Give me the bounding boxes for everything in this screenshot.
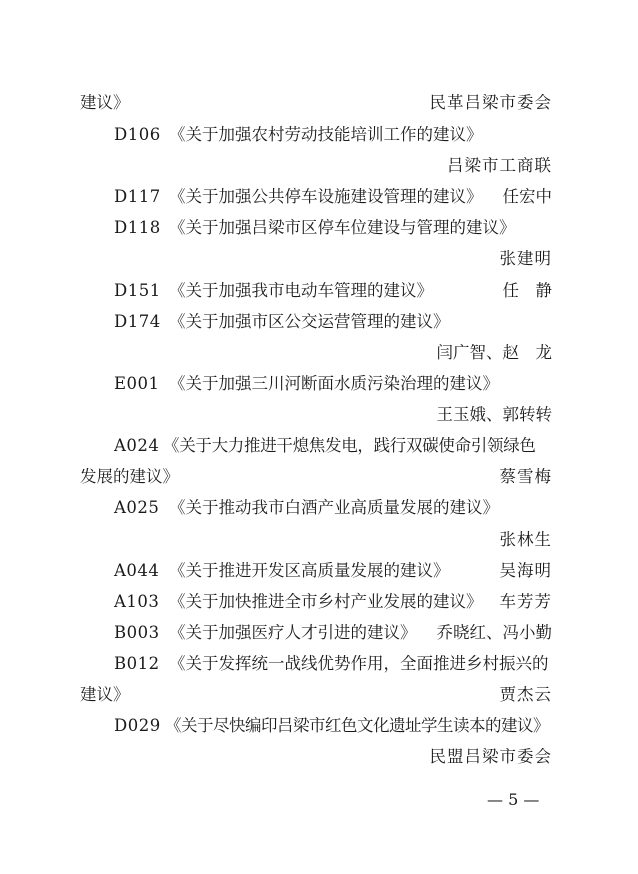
- proposal-author: 张建明: [499, 249, 552, 268]
- list-item: [80, 496, 552, 520]
- proposal-author: 吴海明: [499, 561, 552, 580]
- proposal-author: 闫广智、赵 龙: [436, 343, 552, 362]
- proposal-author: 民盟吕梁市委会: [429, 747, 552, 766]
- author-line: [80, 403, 552, 427]
- proposal-title: 《关于发挥统一战线优势作用，全面推进乡村振兴的: [169, 654, 549, 673]
- proposal-author: 乔晓红、冯小勤: [436, 623, 552, 642]
- list-item: [80, 652, 552, 676]
- list-item: [80, 559, 552, 583]
- proposal-code: A024: [114, 436, 160, 455]
- author-line: [80, 745, 552, 769]
- author-line: [80, 341, 552, 365]
- proposal-title-continuation: 建议》: [80, 685, 130, 704]
- proposal-title: 《关于加强医疗人才引进的建议》: [169, 623, 417, 642]
- proposal-author: 贾杰云: [499, 685, 552, 704]
- proposal-code: D106: [114, 125, 161, 144]
- proposal-author: 张林生: [499, 530, 552, 549]
- proposal-author: 车芳芳: [499, 592, 552, 611]
- proposal-code: B003: [114, 623, 160, 642]
- proposal-title: 《关于推进开发区高质量发展的建议》: [169, 561, 450, 580]
- proposal-title: 《关于推动我市白酒产业高质量发展的建议》: [169, 498, 499, 517]
- proposal-title: 《关于加强吕梁市区停车位建设与管理的建议》: [169, 218, 516, 237]
- entry-author: 民革吕梁市委会: [429, 93, 552, 112]
- entry-title-continuation: 建议》: [80, 93, 130, 112]
- proposal-code: A025: [114, 498, 160, 517]
- proposal-title: 《关于加强市区公交运营管理的建议》: [169, 312, 450, 331]
- proposal-code: D029: [114, 716, 161, 735]
- author-line: [80, 528, 552, 552]
- proposal-author: 吕梁市工商联: [447, 156, 552, 175]
- proposal-code: A103: [114, 592, 160, 611]
- proposal-title: 《关于加强公共停车设施建设管理的建议》: [169, 187, 483, 206]
- list-item: [80, 123, 552, 147]
- proposal-author: 任宏中: [502, 187, 552, 206]
- proposal-title: 《关于加强三川河断面水质污染治理的建议》: [169, 374, 499, 393]
- proposal-code: D117: [114, 187, 161, 206]
- proposal-title: 《关于加强农村劳动技能培训工作的建议》: [169, 125, 483, 144]
- list-item: [80, 216, 552, 240]
- proposal-title-continuation: 发展的建议》: [80, 467, 179, 486]
- continuation-line: [80, 683, 552, 707]
- list-item: [80, 590, 552, 614]
- list-item: [80, 434, 552, 458]
- proposal-author: 蔡雪梅: [499, 467, 552, 486]
- author-line: [80, 247, 552, 271]
- list-item: [80, 279, 552, 303]
- proposal-code: D174: [114, 312, 161, 331]
- proposal-code: A044: [114, 561, 160, 580]
- continuation-line: [80, 91, 552, 115]
- proposal-title: 《关于尽快编印吕梁市红色文化遗址学生读本的建议》: [165, 716, 549, 735]
- proposal-code: E001: [114, 374, 160, 393]
- list-item: [80, 310, 552, 334]
- author-line: [80, 154, 552, 178]
- proposal-code: D118: [114, 218, 161, 237]
- proposal-code: B012: [114, 654, 160, 673]
- page-number: — 5 —: [487, 790, 540, 809]
- list-item: [80, 185, 552, 209]
- continuation-line: [80, 465, 552, 489]
- proposal-title: 《关于大力推进干熄焦发电，践行双碳使命引领绿色: [163, 436, 536, 455]
- proposal-code: D151: [114, 281, 161, 300]
- list-item: [80, 621, 552, 645]
- proposal-title: 《关于加快推进全市乡村产业发展的建议》: [169, 592, 483, 611]
- proposal-author: 王玉娥、郭转转: [436, 405, 552, 424]
- proposal-author: 任 静: [502, 281, 552, 300]
- list-item: [80, 372, 552, 396]
- proposal-title: 《关于加强我市电动车管理的建议》: [169, 281, 433, 300]
- list-item: [80, 714, 552, 738]
